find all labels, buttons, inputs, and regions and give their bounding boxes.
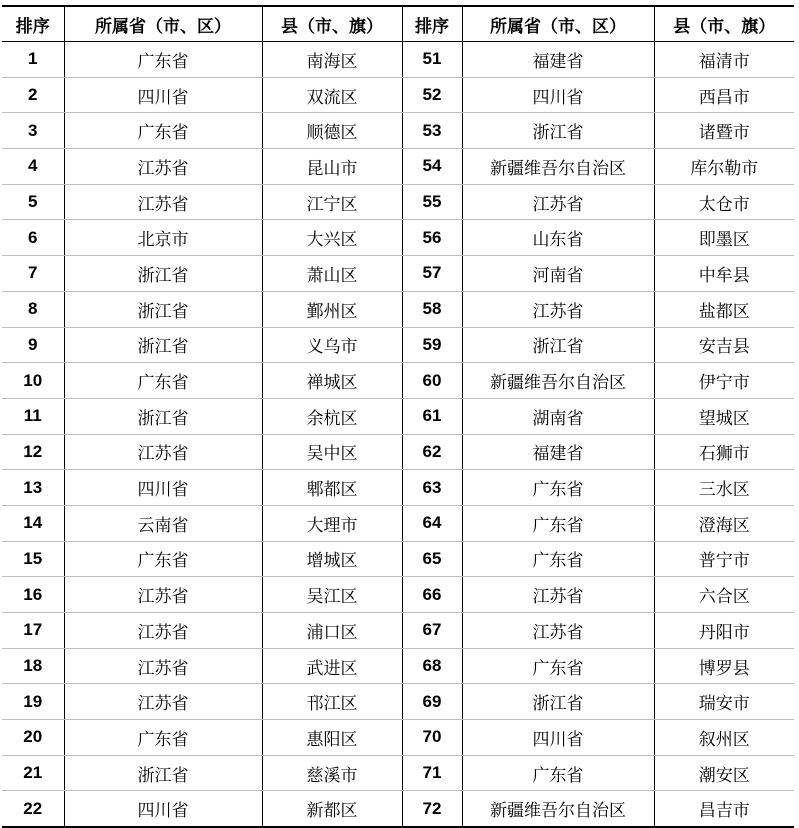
cell-county-left: 江宁区 xyxy=(262,184,402,220)
ranking-table xyxy=(2,5,794,828)
cell-county-right: 六合区 xyxy=(654,577,794,613)
cell-province-left: 浙江省 xyxy=(64,755,262,791)
cell-rank-left: 8 xyxy=(2,291,64,327)
cell-county-right: 诸暨市 xyxy=(654,113,794,149)
cell-rank-left: 11 xyxy=(2,398,64,434)
cell-county-right: 潮安区 xyxy=(654,755,794,791)
cell-province-left: 江苏省 xyxy=(64,184,262,220)
header-county-right: 县（市、旗） xyxy=(654,6,794,42)
cell-county-left: 邗江区 xyxy=(262,684,402,720)
cell-rank-right: 61 xyxy=(402,398,462,434)
cell-county-right: 伊宁市 xyxy=(654,363,794,399)
cell-county-right: 昌吉市 xyxy=(654,791,794,827)
cell-county-right: 安吉县 xyxy=(654,327,794,363)
table-row xyxy=(2,398,794,434)
table-row xyxy=(2,77,794,113)
cell-county-left: 禅城区 xyxy=(262,363,402,399)
cell-rank-left: 20 xyxy=(2,720,64,756)
cell-county-left: 大兴区 xyxy=(262,220,402,256)
cell-rank-left: 17 xyxy=(2,613,64,649)
cell-county-left: 吴江区 xyxy=(262,577,402,613)
header-rank-left: 排序 xyxy=(2,6,64,42)
cell-county-right: 澄海区 xyxy=(654,505,794,541)
cell-province-right: 广东省 xyxy=(462,648,654,684)
cell-county-right: 博罗县 xyxy=(654,648,794,684)
table-row xyxy=(2,684,794,720)
cell-county-right: 三水区 xyxy=(654,470,794,506)
cell-rank-left: 22 xyxy=(2,791,64,827)
cell-county-right: 石狮市 xyxy=(654,434,794,470)
cell-province-left: 江苏省 xyxy=(64,434,262,470)
cell-county-left: 武进区 xyxy=(262,648,402,684)
table-row xyxy=(2,327,794,363)
cell-province-right: 浙江省 xyxy=(462,684,654,720)
cell-rank-right: 59 xyxy=(402,327,462,363)
cell-rank-right: 56 xyxy=(402,220,462,256)
cell-county-left: 郫都区 xyxy=(262,470,402,506)
cell-rank-left: 21 xyxy=(2,755,64,791)
cell-province-left: 浙江省 xyxy=(64,291,262,327)
cell-rank-left: 1 xyxy=(2,42,64,78)
cell-rank-right: 68 xyxy=(402,648,462,684)
cell-rank-left: 12 xyxy=(2,434,64,470)
cell-rank-left: 10 xyxy=(2,363,64,399)
table-row xyxy=(2,613,794,649)
cell-county-left: 浦口区 xyxy=(262,613,402,649)
cell-county-right: 望城区 xyxy=(654,398,794,434)
cell-rank-right: 71 xyxy=(402,755,462,791)
table-row xyxy=(2,541,794,577)
cell-rank-left: 16 xyxy=(2,577,64,613)
cell-county-left: 鄞州区 xyxy=(262,291,402,327)
table-row xyxy=(2,791,794,827)
cell-county-right: 即墨区 xyxy=(654,220,794,256)
cell-province-right: 河南省 xyxy=(462,256,654,292)
cell-rank-right: 65 xyxy=(402,541,462,577)
table-row xyxy=(2,363,794,399)
cell-county-left: 吴中区 xyxy=(262,434,402,470)
table-row xyxy=(2,42,794,78)
cell-rank-right: 67 xyxy=(402,613,462,649)
cell-rank-right: 63 xyxy=(402,470,462,506)
cell-province-left: 四川省 xyxy=(64,791,262,827)
cell-province-right: 江苏省 xyxy=(462,577,654,613)
cell-rank-right: 58 xyxy=(402,291,462,327)
cell-province-right: 福建省 xyxy=(462,42,654,78)
cell-county-right: 太仓市 xyxy=(654,184,794,220)
cell-county-left: 双流区 xyxy=(262,77,402,113)
cell-province-left: 云南省 xyxy=(64,505,262,541)
cell-rank-left: 14 xyxy=(2,505,64,541)
cell-province-left: 江苏省 xyxy=(64,648,262,684)
cell-rank-left: 19 xyxy=(2,684,64,720)
cell-province-right: 江苏省 xyxy=(462,613,654,649)
cell-province-right: 新疆维吾尔自治区 xyxy=(462,149,654,185)
cell-county-right: 中牟县 xyxy=(654,256,794,292)
table-row xyxy=(2,505,794,541)
table-row xyxy=(2,577,794,613)
cell-rank-right: 51 xyxy=(402,42,462,78)
cell-province-left: 广东省 xyxy=(64,113,262,149)
cell-county-right: 普宁市 xyxy=(654,541,794,577)
cell-province-right: 新疆维吾尔自治区 xyxy=(462,791,654,827)
cell-province-right: 江苏省 xyxy=(462,291,654,327)
table-row xyxy=(2,184,794,220)
cell-rank-right: 66 xyxy=(402,577,462,613)
cell-rank-right: 70 xyxy=(402,720,462,756)
cell-rank-left: 15 xyxy=(2,541,64,577)
cell-province-right: 浙江省 xyxy=(462,327,654,363)
cell-province-right: 四川省 xyxy=(462,77,654,113)
cell-county-right: 丹阳市 xyxy=(654,613,794,649)
table-row xyxy=(2,755,794,791)
cell-county-left: 顺德区 xyxy=(262,113,402,149)
cell-county-right: 叙州区 xyxy=(654,720,794,756)
cell-county-right: 盐都区 xyxy=(654,291,794,327)
cell-county-right: 福清市 xyxy=(654,42,794,78)
table-row xyxy=(2,291,794,327)
cell-province-right: 广东省 xyxy=(462,505,654,541)
cell-province-right: 广东省 xyxy=(462,755,654,791)
table-header-row xyxy=(2,6,794,42)
table-row xyxy=(2,149,794,185)
cell-province-right: 浙江省 xyxy=(462,113,654,149)
cell-county-right: 西昌市 xyxy=(654,77,794,113)
cell-rank-left: 18 xyxy=(2,648,64,684)
cell-rank-left: 3 xyxy=(2,113,64,149)
cell-rank-right: 72 xyxy=(402,791,462,827)
cell-rank-right: 64 xyxy=(402,505,462,541)
cell-province-right: 山东省 xyxy=(462,220,654,256)
cell-rank-left: 5 xyxy=(2,184,64,220)
cell-province-right: 四川省 xyxy=(462,720,654,756)
cell-rank-right: 54 xyxy=(402,149,462,185)
cell-province-left: 江苏省 xyxy=(64,613,262,649)
cell-county-right: 库尔勒市 xyxy=(654,149,794,185)
table-row xyxy=(2,113,794,149)
cell-county-left: 增城区 xyxy=(262,541,402,577)
cell-province-left: 四川省 xyxy=(64,77,262,113)
cell-province-right: 福建省 xyxy=(462,434,654,470)
cell-county-right: 瑞安市 xyxy=(654,684,794,720)
cell-province-right: 广东省 xyxy=(462,470,654,506)
cell-county-left: 余杭区 xyxy=(262,398,402,434)
cell-province-left: 浙江省 xyxy=(64,398,262,434)
header-province-right: 所属省（市、区） xyxy=(462,6,654,42)
cell-province-left: 江苏省 xyxy=(64,577,262,613)
cell-province-left: 广东省 xyxy=(64,42,262,78)
header-rank-right: 排序 xyxy=(402,6,462,42)
cell-province-right: 广东省 xyxy=(462,541,654,577)
cell-province-right: 江苏省 xyxy=(462,184,654,220)
cell-rank-left: 9 xyxy=(2,327,64,363)
cell-rank-left: 13 xyxy=(2,470,64,506)
table-row xyxy=(2,220,794,256)
table-row xyxy=(2,720,794,756)
table-row xyxy=(2,470,794,506)
table-row xyxy=(2,256,794,292)
cell-rank-right: 69 xyxy=(402,684,462,720)
cell-province-left: 广东省 xyxy=(64,720,262,756)
cell-county-left: 萧山区 xyxy=(262,256,402,292)
cell-rank-right: 52 xyxy=(402,77,462,113)
cell-county-left: 新都区 xyxy=(262,791,402,827)
cell-rank-right: 53 xyxy=(402,113,462,149)
cell-county-left: 慈溪市 xyxy=(262,755,402,791)
cell-rank-left: 4 xyxy=(2,149,64,185)
cell-county-left: 大理市 xyxy=(262,505,402,541)
cell-province-left: 四川省 xyxy=(64,470,262,506)
cell-province-left: 广东省 xyxy=(64,541,262,577)
cell-province-left: 北京市 xyxy=(64,220,262,256)
cell-rank-left: 7 xyxy=(2,256,64,292)
table-row xyxy=(2,434,794,470)
cell-rank-left: 2 xyxy=(2,77,64,113)
cell-rank-right: 57 xyxy=(402,256,462,292)
cell-county-left: 昆山市 xyxy=(262,149,402,185)
cell-county-left: 南海区 xyxy=(262,42,402,78)
cell-rank-right: 60 xyxy=(402,363,462,399)
cell-county-left: 惠阳区 xyxy=(262,720,402,756)
cell-rank-left: 6 xyxy=(2,220,64,256)
table-body xyxy=(2,42,794,828)
header-county-left: 县（市、旗） xyxy=(262,6,402,42)
cell-province-right: 湖南省 xyxy=(462,398,654,434)
cell-rank-right: 55 xyxy=(402,184,462,220)
cell-province-left: 广东省 xyxy=(64,363,262,399)
table-row xyxy=(2,648,794,684)
cell-province-right: 新疆维吾尔自治区 xyxy=(462,363,654,399)
cell-province-left: 江苏省 xyxy=(64,684,262,720)
cell-county-left: 义乌市 xyxy=(262,327,402,363)
cell-province-left: 江苏省 xyxy=(64,149,262,185)
cell-rank-right: 62 xyxy=(402,434,462,470)
cell-province-left: 浙江省 xyxy=(64,256,262,292)
cell-province-left: 浙江省 xyxy=(64,327,262,363)
header-province-left: 所属省（市、区） xyxy=(64,6,262,42)
